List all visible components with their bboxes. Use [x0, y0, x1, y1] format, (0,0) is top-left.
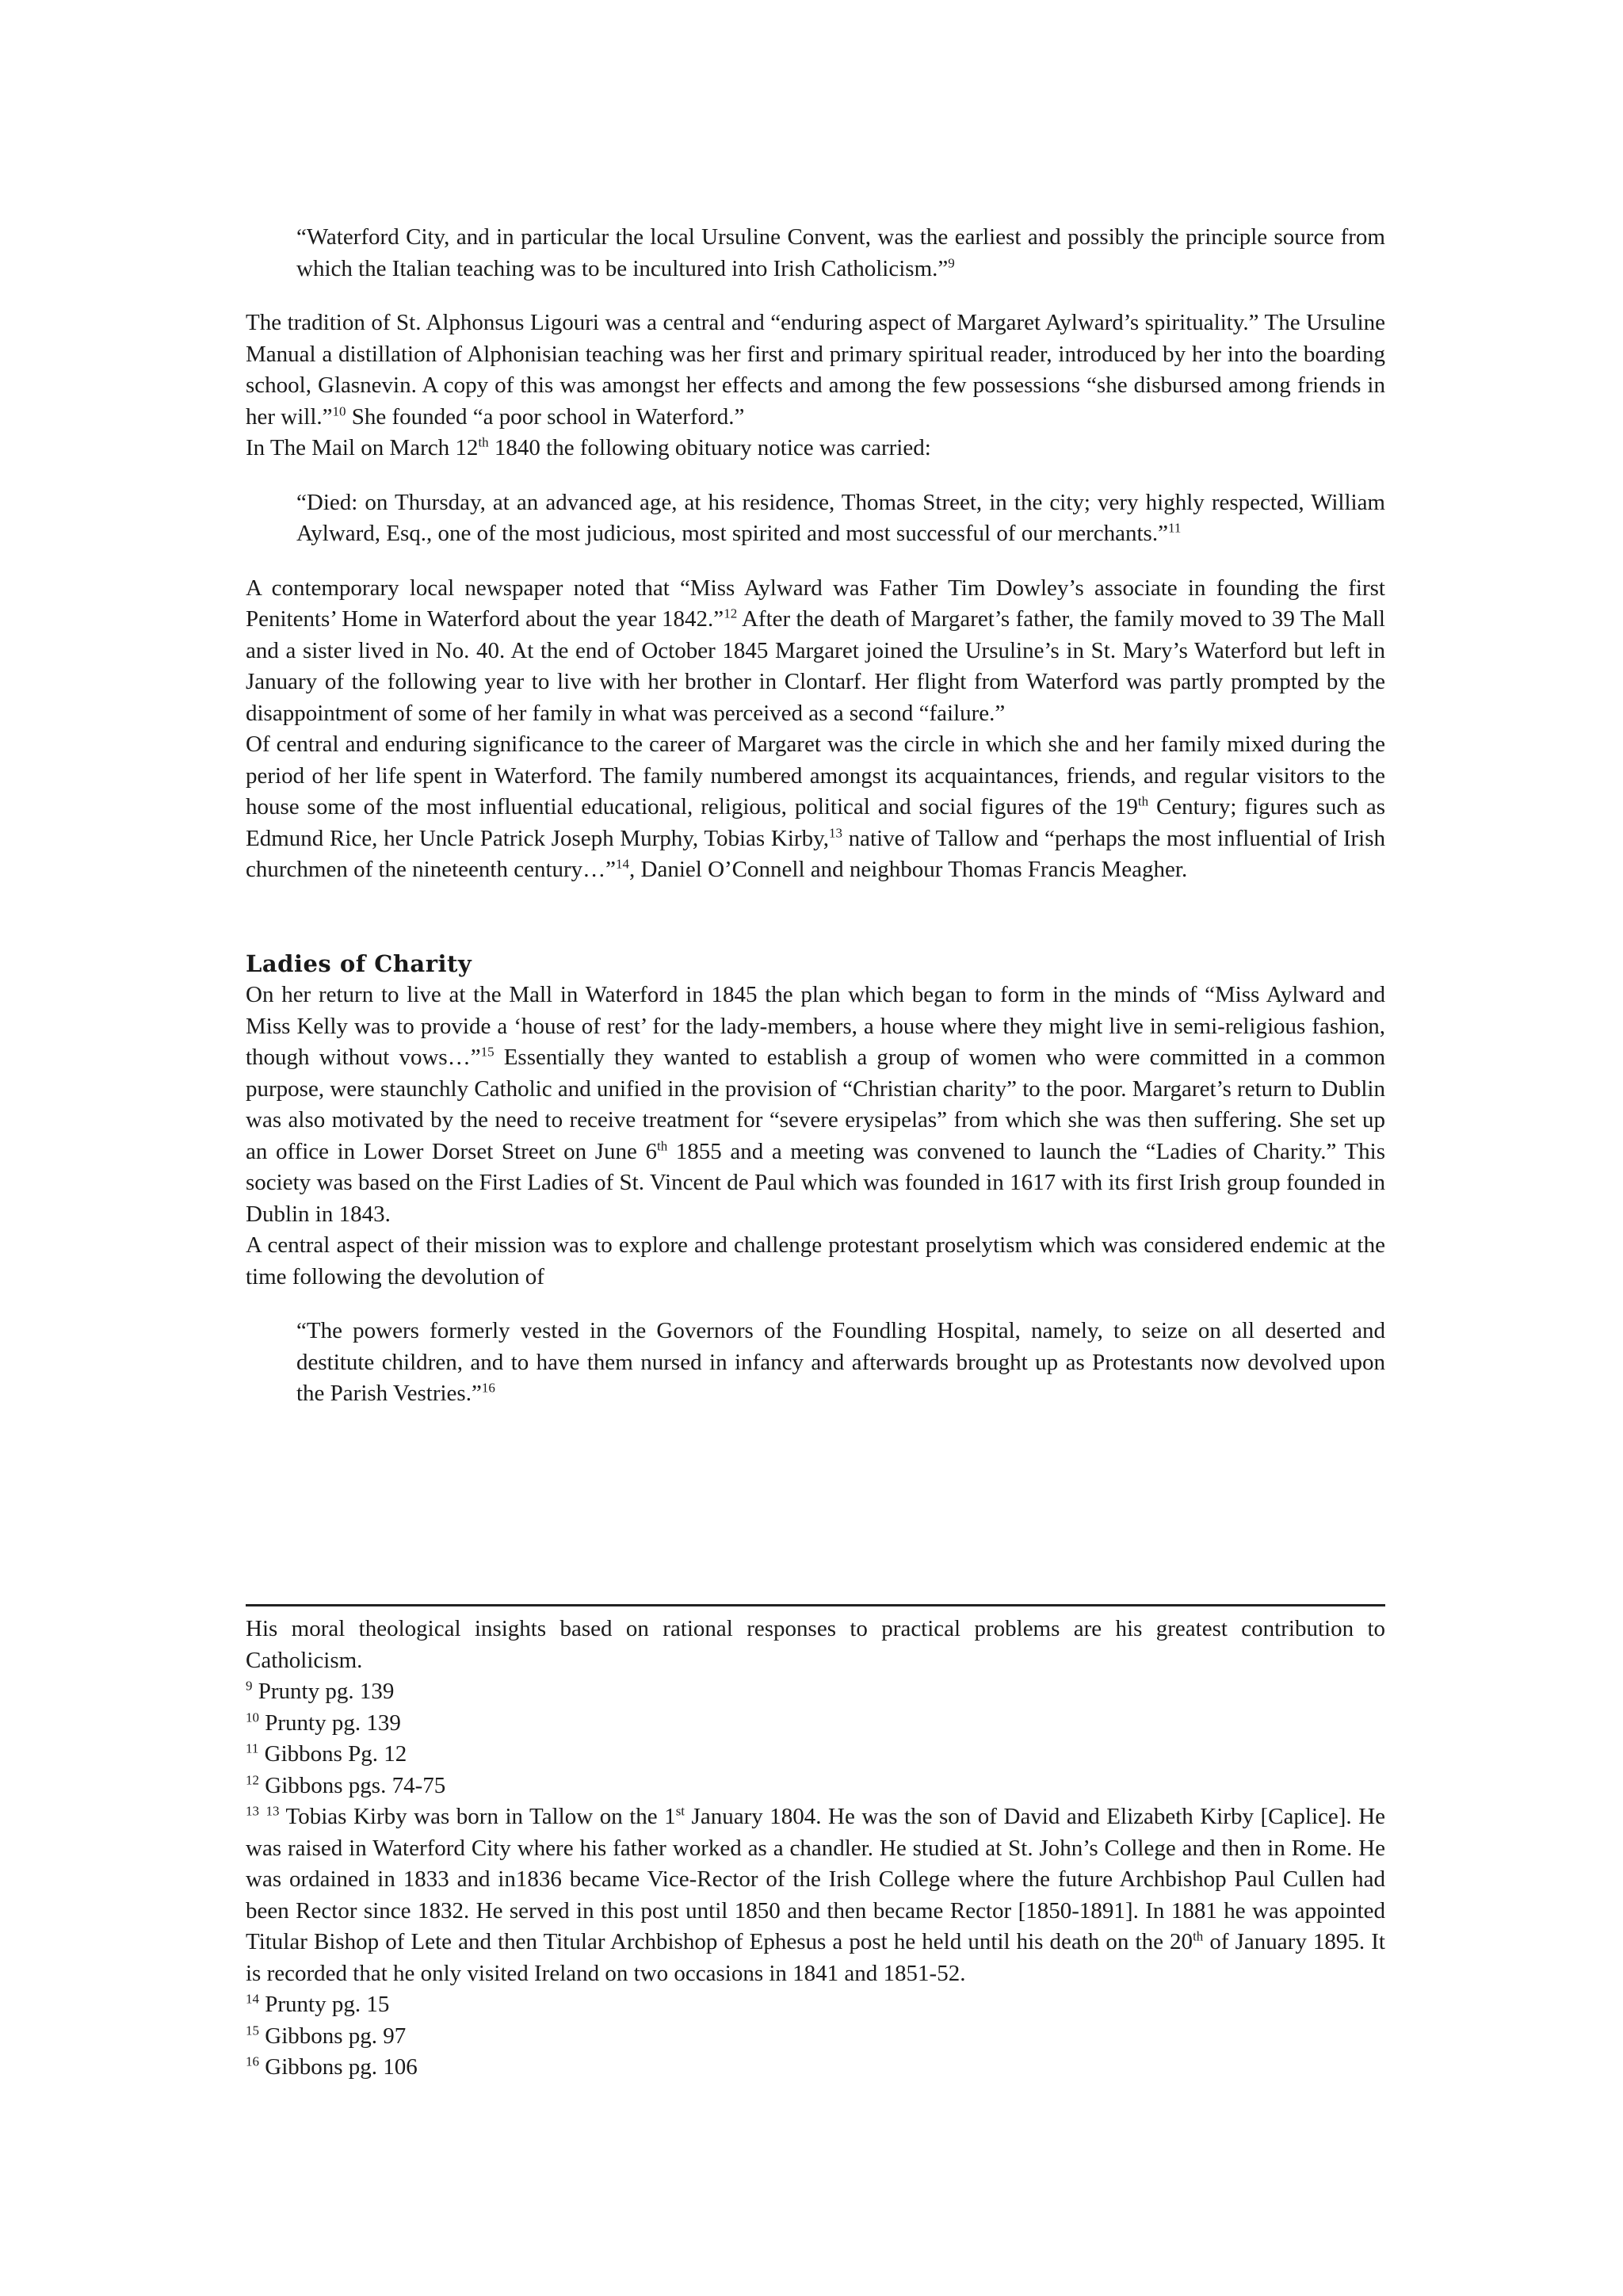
- footnote-15: $^{15}$ Gibbons pg. 97: [246, 2022, 407, 2049]
- paragraph-penitents-home: A contemporary local newspaper noted that “Miss Aylward was Father Tim Dowley’s associate in founding the first Penitents’ Home in Waterford about the year 1842.”$^{12}$ After the death of Margaret’s father, the family moved to 39 The Mall and a sister lived in No. 40. At the end of October 1845 Margaret joined the Ursuline’s in St. Mary’s Waterford but left in January of the following year to live with her brother in Clontarf. Her flight from Waterford was partly prompted by the disappointment of some of her family in what was perceived as a second “failure.”: [246, 575, 1385, 726]
- footnote-ref-12[interactable]: 12: [724, 606, 738, 621]
- footnote-ref-9[interactable]: 9: [948, 254, 955, 270]
- paragraph-house-of-rest: On her return to live at the Mall in Waterford in 1845 the plan which began to form in the minds of “Miss Aylward and Miss Kelly was to provide a ‘house of rest’ for the lady-members, a house where they might live in semi-religious fashion, though without vows…”$^{15}$ Essentially they wanted to establish a group of women who were committed in a common purpose, were staunchly Catholic and unified in the provision of “Christian charity” to the poor. Margaret’s return to Dublin was also motivated by the need to receive treatment for “severe erysipelas” from which she was then suffering. She set up an office in Lower Dorset Street on June 6th 1855 and a meeting was convened to launch the “Ladies of Charity.” This society was based on the First Ladies of St. Vincent de Paul which was founded in 1617 with its first Irish group founded in Dublin in 1843.: [246, 982, 1385, 1227]
- block-quote-1: “Waterford City, and in particular the local Ursuline Convent, was the earliest and possibly the principle source from which the Italian teaching was to be incultured into Irish Catholicism.”$^9$: [296, 224, 1385, 281]
- footnote-continuation: His moral theological insights based on rational responses to practical problems are his greatest contribution to Catholicism.: [246, 1616, 1385, 1673]
- footnotes-section: [246, 1614, 1385, 2084]
- footnote-ref-16[interactable]: 16: [481, 1380, 495, 1396]
- footnote-ref-10[interactable]: 10: [332, 403, 346, 418]
- footnote-13: $^{13}$ $^{13}$ Tobias Kirby was born in Tallow on the 1st January 1804. He was the son of David and Elizabeth Kirby [Caplice]. He was raised in Waterford City where his father worked as a chandler. He studied at St. John’s College and then in Rome. He was ordained in 1833 and in1836 became Vice-Rector of the Irish College where the future Archbishop Paul Cullen had been Rector since 1832. He served in this post until 1850 and then became Rector [1850-1891]. In 1881 he was appointed Titular Bishop of Lete and then Titular Archbishop of Ephesus a post he held until his death on the 20th of January 1895. It is recorded that he only visited Ireland on two occasions in 1841 and 1851-52.: [246, 1803, 1386, 1986]
- paragraph-mission: A central aspect of their mission was to explore and challenge protestant proselytism which was considered endemic at the time following the devolution of: [246, 1232, 1385, 1289]
- paragraph-mail-notice: In The Mail on March 12th 1840 the following obituary notice was carried:: [246, 434, 931, 460]
- paragraph-alphonsus: The tradition of St. Alphonsus Ligouri was a central and “enduring aspect of Margaret Aylward’s spirituality.” The Ursuline Manual a distillation of Alphonisian teaching was her first and primary spiritual reader, introduced by her into the boarding school, Glasnevin. A copy of this was amongst her effects and among the few possessions “she disbursed among friends in her will.”$^{10}$ She founded “a poor school in Waterford.”: [246, 310, 1385, 430]
- footnote-ref-11[interactable]: 11: [1167, 520, 1182, 536]
- section-heading: Ladies of Charity: [246, 949, 472, 977]
- footnote-ref-15[interactable]: 15: [480, 1044, 495, 1060]
- block-quote-3: “The powers formerly vested in the Governors of the Foundling Hospital, namely, to seize on all deserted and destitute children, and to have them nursed in infancy and afterwards brought up as Protestants now devolved upon the Parish Vestries.”$^{16}$: [296, 1318, 1385, 1406]
- footnote-9: $^9$ Prunty pg. 139: [246, 1678, 395, 1704]
- footnote-ref-14[interactable]: 14: [616, 856, 630, 872]
- footnote-separator: [246, 1604, 1385, 1606]
- block-quote-2: “Died: on Thursday, at an advanced age, at his residence, Thomas Street, in the city; very highly respected, William Aylward, Esq., one of the most judicious, most spirited and most successful of our merchants.”$^{11}$: [296, 489, 1385, 546]
- footnote-12: $^{12}$ Gibbons pgs. 74-75: [246, 1771, 446, 1798]
- footnote-11: $^{11}$ Gibbons Pg. 12: [246, 1740, 407, 1767]
- footnote-ref-13[interactable]: 13: [828, 824, 842, 840]
- footnote-14: $^{14}$ Prunty pg. 15: [246, 1991, 390, 2017]
- main-text: [246, 222, 1385, 1410]
- paragraph-family-circle: Of central and enduring significance to the career of Margaret was the circle in which she and her family mixed during the period of her life spent in Waterford. The family numbered amongst its acquaintances, friends, and regular visitors to the house some of the most influential educational, religious, political and social figures of the 19th Century; figures such as Edmund Rice, her Uncle Patrick Joseph Murphy, Tobias Kirby,$^{13}$ native of Tallow and “perhaps the most influential of Irish churchmen of the nineteenth century…”$^{14}$, Daniel O’Connell and neighbour Thomas Francis Meagher.: [246, 732, 1385, 882]
- footnote-16: $^{16}$ Gibbons pg. 106: [246, 2053, 418, 2080]
- footnote-10: $^{10}$ Prunty pg. 139: [246, 1709, 401, 1736]
